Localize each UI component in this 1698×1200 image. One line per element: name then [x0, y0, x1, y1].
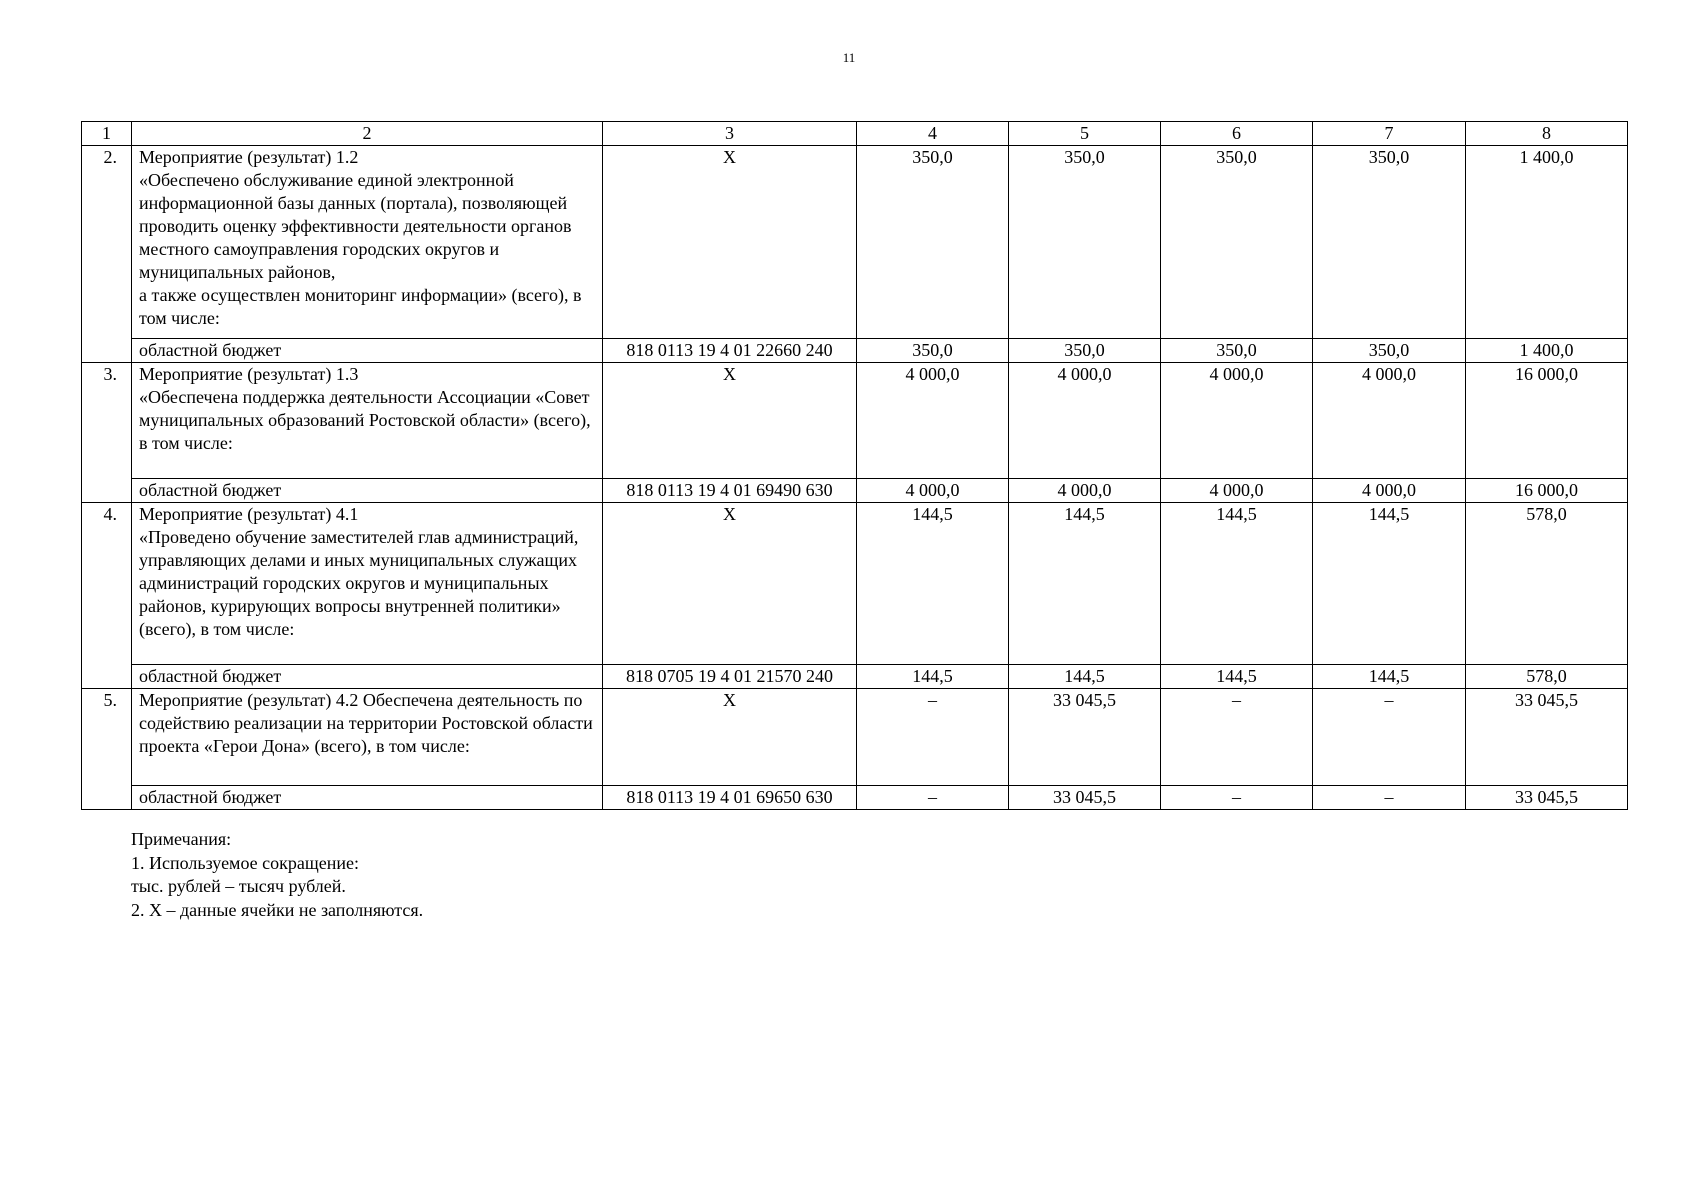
column-number: 7 — [1313, 122, 1466, 146]
year-value: 350,0 — [1161, 339, 1313, 363]
year-value: 144,5 — [1009, 665, 1161, 689]
notes — [131, 828, 423, 922]
budget-source-label: областной бюджет — [132, 786, 603, 810]
row-number: 4. — [82, 503, 132, 689]
year-value: 4 000,0 — [1161, 363, 1313, 479]
activity-row — [82, 146, 1628, 339]
row-number: 5. — [82, 689, 132, 810]
budget-code: X — [603, 503, 857, 665]
page-number: 11 — [842, 50, 856, 65]
notes-title: Примечания: — [131, 829, 232, 849]
column-number: 3 — [603, 122, 857, 146]
total-value: 16 000,0 — [1466, 363, 1628, 479]
activity-row — [82, 503, 1628, 665]
column-number: 2 — [132, 122, 603, 146]
budget-code: 818 0705 19 4 01 21570 240 — [603, 665, 857, 689]
total-value: 578,0 — [1466, 665, 1628, 689]
year-value: 4 000,0 — [1009, 479, 1161, 503]
year-value: 33 045,5 — [1009, 786, 1161, 810]
budget-code: 818 0113 19 4 01 69650 630 — [603, 786, 857, 810]
year-value: 4 000,0 — [1313, 363, 1466, 479]
budget-row — [82, 665, 1628, 689]
activity-name: Мероприятие (результат) 4.1 «Проведено обучение заместителей глав администраций, управляющих делами и иных муниципальных служащих администраций городских округов и муниципальных районов, курирующих вопросы внутренней политики» (всего), в том числе: — [132, 503, 603, 665]
year-value: – — [857, 689, 1009, 786]
row-number: 2. — [82, 146, 132, 363]
year-value: 350,0 — [1313, 339, 1466, 363]
total-value: 578,0 — [1466, 503, 1628, 665]
year-value: 4 000,0 — [857, 479, 1009, 503]
year-value: 144,5 — [1009, 503, 1161, 665]
year-value: 4 000,0 — [1161, 479, 1313, 503]
year-value: 4 000,0 — [1313, 479, 1466, 503]
budget-code: X — [603, 363, 857, 479]
row-number: 3. — [82, 363, 132, 503]
column-number-row — [82, 122, 1628, 146]
year-value: 350,0 — [1161, 146, 1313, 339]
total-value: 16 000,0 — [1466, 479, 1628, 503]
total-value: 33 045,5 — [1466, 786, 1628, 810]
activity-row — [82, 689, 1628, 786]
column-number: 1 — [82, 122, 132, 146]
year-value: 4 000,0 — [1009, 363, 1161, 479]
total-value: 33 045,5 — [1466, 689, 1628, 786]
column-number: 5 — [1009, 122, 1161, 146]
year-value: – — [857, 786, 1009, 810]
budget-source-label: областной бюджет — [132, 665, 603, 689]
budget-code: X — [603, 146, 857, 339]
budget-code: 818 0113 19 4 01 22660 240 — [603, 339, 857, 363]
total-value: 1 400,0 — [1466, 339, 1628, 363]
activity-name: Мероприятие (результат) 1.2 «Обеспечено обслуживание единой электронной информационной базы данных (портала), позволяющей проводить оценку эффективности деятельности органов местного самоуправления городских округов и муниципальных районов, а также осуществлен мониторинг информации» (всего), в том числе: — [132, 146, 603, 339]
year-value: 144,5 — [857, 503, 1009, 665]
column-number: 8 — [1466, 122, 1628, 146]
budget-code: 818 0113 19 4 01 69490 630 — [603, 479, 857, 503]
activity-row — [82, 363, 1628, 479]
total-value: 1 400,0 — [1466, 146, 1628, 339]
year-value: 144,5 — [1161, 665, 1313, 689]
column-number: 4 — [857, 122, 1009, 146]
year-value: 144,5 — [1161, 503, 1313, 665]
year-value: – — [1161, 786, 1313, 810]
column-number: 6 — [1161, 122, 1313, 146]
year-value: 350,0 — [1313, 146, 1466, 339]
note-line: 1. Используемое сокращение: — [131, 852, 359, 873]
note-line: тыс. рублей – тысяч рублей. — [131, 876, 346, 896]
year-value: – — [1313, 786, 1466, 810]
budget-code: X — [603, 689, 857, 786]
budget-source-label: областной бюджет — [132, 479, 603, 503]
year-value: 144,5 — [1313, 665, 1466, 689]
year-value: 144,5 — [857, 665, 1009, 689]
year-value: 350,0 — [1009, 146, 1161, 339]
budget-source-label: областной бюджет — [132, 339, 603, 363]
activity-name: Мероприятие (результат) 1.3 «Обеспечена поддержка деятельности Ассоциации «Совет муниципальных образований Ростовской области» (всего), в том числе: — [132, 363, 603, 479]
budget-row — [82, 786, 1628, 810]
activity-name: Мероприятие (результат) 4.2 Обеспечена деятельность по содействию реализации на территории Ростовской области проекта «Герои Дона» (всего), в том числе: — [132, 689, 603, 786]
year-value: 4 000,0 — [857, 363, 1009, 479]
budget-row — [82, 479, 1628, 503]
note-line: 2. X – данные ячейки не заполняются. — [131, 899, 424, 920]
year-value: – — [1161, 689, 1313, 786]
budget-table — [81, 121, 1628, 810]
year-value: 350,0 — [857, 146, 1009, 339]
year-value: 350,0 — [1009, 339, 1161, 363]
year-value: 144,5 — [1313, 503, 1466, 665]
year-value: 350,0 — [857, 339, 1009, 363]
year-value: 33 045,5 — [1009, 689, 1161, 786]
budget-row — [82, 339, 1628, 363]
year-value: – — [1313, 689, 1466, 786]
